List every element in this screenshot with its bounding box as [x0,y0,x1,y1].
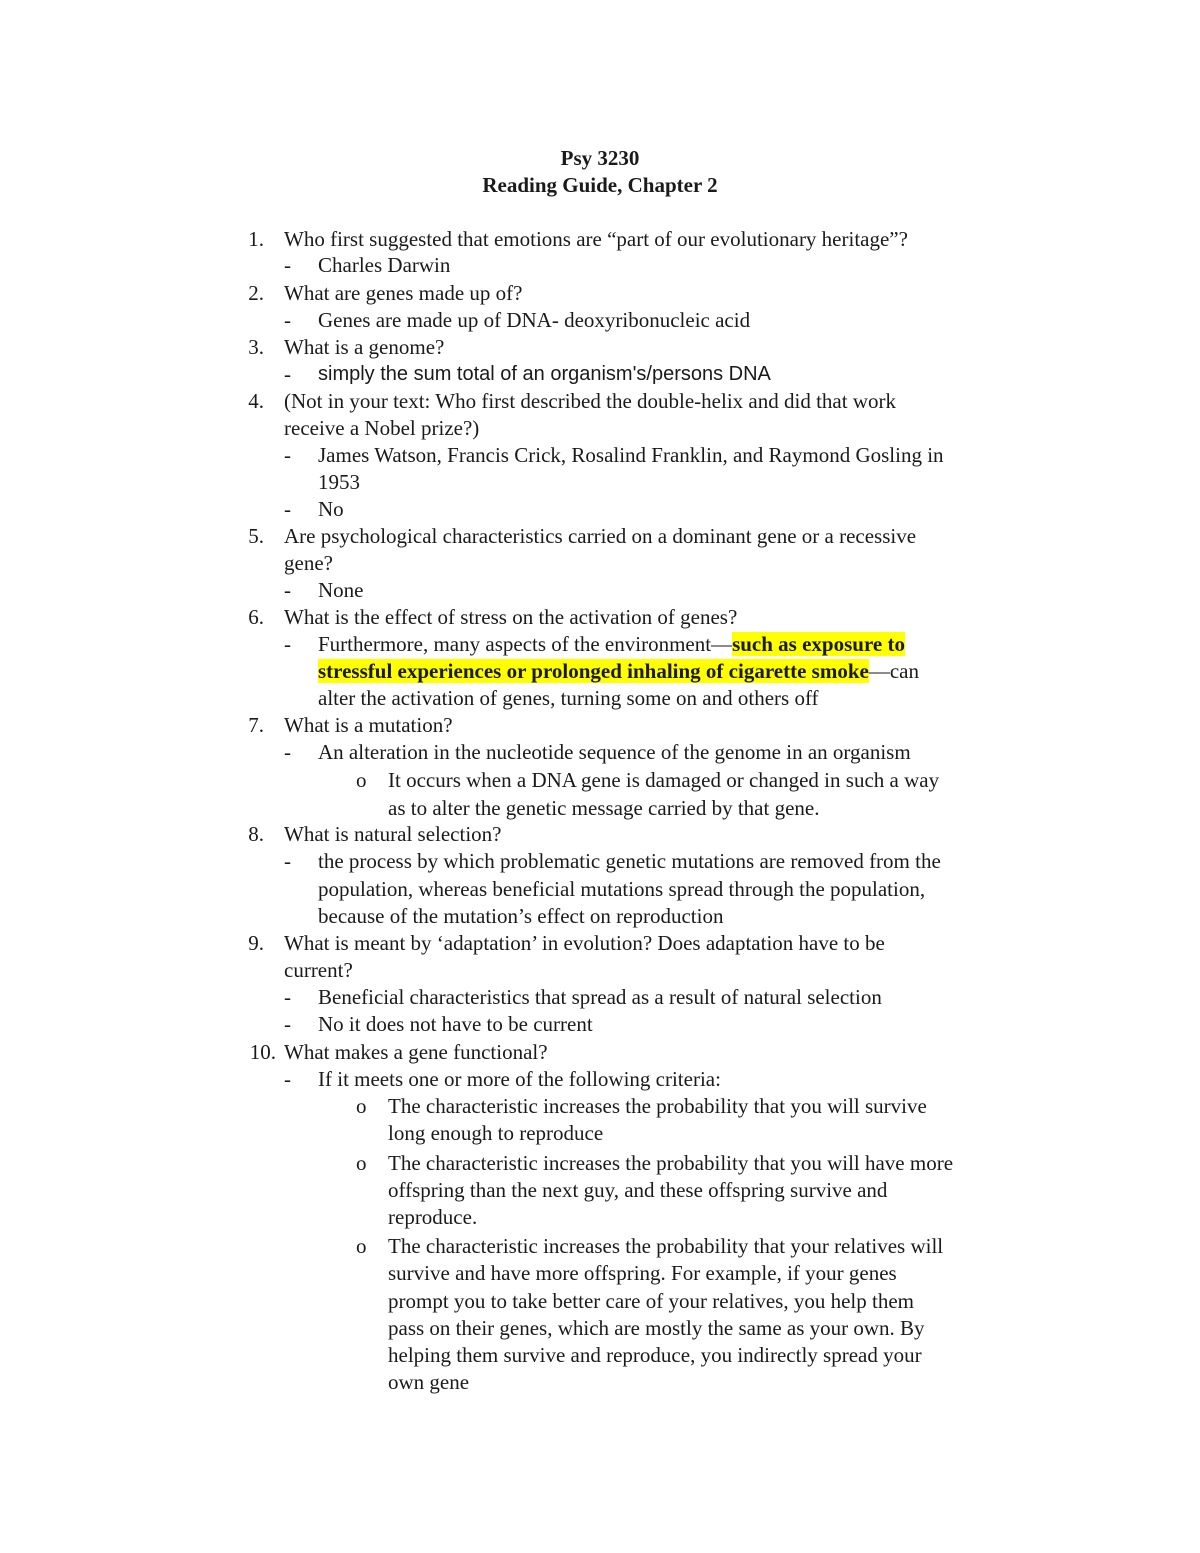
criterion-text: long enough to reproduce [388,1121,604,1145]
course-title: Psy 3230 [560,146,640,170]
highlighted-text: stressful experiences or prolonged inhaling of cigarette smoke [318,659,869,683]
answer-dash: - [284,985,291,1009]
question-number: 9. [248,931,264,955]
criterion-text: survive and have more offspring. For example, if your genes [388,1261,897,1285]
answer-text: alter the activation of genes, turning some on and others off [318,686,819,710]
question-number: 2. [248,281,264,305]
question-text: Are psychological characteristics carried on a dominant gene or a recessive [284,524,917,548]
answer-text [318,658,919,685]
answer-text: No [318,497,344,521]
answer-text-plain: —can [868,659,919,683]
criterion-text: The characteristic increases the probability that you will survive [388,1094,927,1118]
criterion-text: The characteristic increases the probability that you will have more [388,1151,954,1175]
question-text: receive a Nobel prize?) [284,416,480,440]
question-text: What makes a gene functional? [284,1040,548,1064]
answer-text: Genes are made up of DNA- deoxyribonucleic acid [318,308,751,332]
answer-text: James Watson, Francis Crick, Rosalind Franklin, and Raymond Gosling in [318,443,944,467]
answer-text [318,631,905,658]
answer-dash: - [284,443,291,467]
sub-answer-text: as to alter the genetic message carried by that gene. [388,796,820,820]
answer-dash: - [284,253,291,277]
answer-text: simply the sum total of an organism's/persons DNA [318,363,771,385]
question-text: What is a mutation? [284,713,453,737]
answer-dash: - [284,497,291,521]
question-number: 5. [248,524,264,548]
answer-dash: - [284,632,291,656]
question-number: 10. [249,1040,276,1064]
criterion-text: own gene [388,1370,470,1394]
question-text: (Not in your text: Who first described the double-helix and did that work [284,389,896,413]
question-text: What is meant by ‘adaptation’ in evolution? Does adaptation have to be [284,931,885,955]
question-text: Who first suggested that emotions are “part of our evolutionary heritage”? [284,227,908,251]
criterion-text: offspring than the next guy, and these offspring survive and [388,1178,888,1202]
criterion-text: reproduce. [388,1205,478,1229]
answer-dash: - [284,1012,291,1036]
question-number: 1. [248,227,264,251]
question-text: current? [284,958,353,982]
question-number: 6. [248,605,264,629]
answer-text: If it meets one or more of the following criteria: [318,1067,721,1091]
question-text: gene? [284,551,333,575]
criterion-text: prompt you to take better care of your relatives, you help them [388,1289,914,1313]
answer-text: No it does not have to be current [318,1012,593,1036]
criterion-text: pass on their genes, which are mostly the same as your own. By [388,1316,925,1340]
answer-dash: - [284,578,291,602]
question-text: What is the effect of stress on the activation of genes? [284,605,738,629]
sub-bullet: o [356,768,367,792]
answer-text: An alteration in the nucleotide sequence of the genome in an organism [318,740,911,764]
sub-bullet: o [356,1151,367,1175]
question-text: What are genes made up of? [284,281,523,305]
answer-dash: - [284,362,291,386]
answer-text-plain: Furthermore, many aspects of the environment— [318,632,733,656]
answer-dash: - [284,740,291,764]
question-number: 4. [248,389,264,413]
criterion-text: helping them survive and reproduce, you indirectly spread your [388,1343,922,1367]
answer-text: Charles Darwin [318,253,451,277]
question-text: What is natural selection? [284,822,502,846]
answer-text: Beneficial characteristics that spread as a result of natural selection [318,985,882,1009]
answer-text: because of the mutation’s effect on reproduction [318,904,724,928]
question-number: 7. [248,713,264,737]
question-number: 8. [248,822,264,846]
highlighted-text: such as exposure to [732,632,905,656]
answer-text: population, whereas beneficial mutations spread through the population, [318,877,926,901]
answer-text: 1953 [318,470,360,494]
sub-answer-text: It occurs when a DNA gene is damaged or changed in such a way [388,768,940,792]
criterion-text: The characteristic increases the probability that your relatives will [388,1234,944,1258]
answer-text: None [318,578,364,602]
answer-dash: - [284,1067,291,1091]
page-subtitle: Reading Guide, Chapter 2 [482,173,718,197]
question-number: 3. [248,335,264,359]
question-text: What is a genome? [284,335,445,359]
sub-bullet: o [356,1094,367,1118]
answer-dash: - [284,308,291,332]
answer-dash: - [284,849,291,873]
answer-text: the process by which problematic genetic mutations are removed from the [318,849,941,873]
sub-bullet: o [356,1234,367,1258]
